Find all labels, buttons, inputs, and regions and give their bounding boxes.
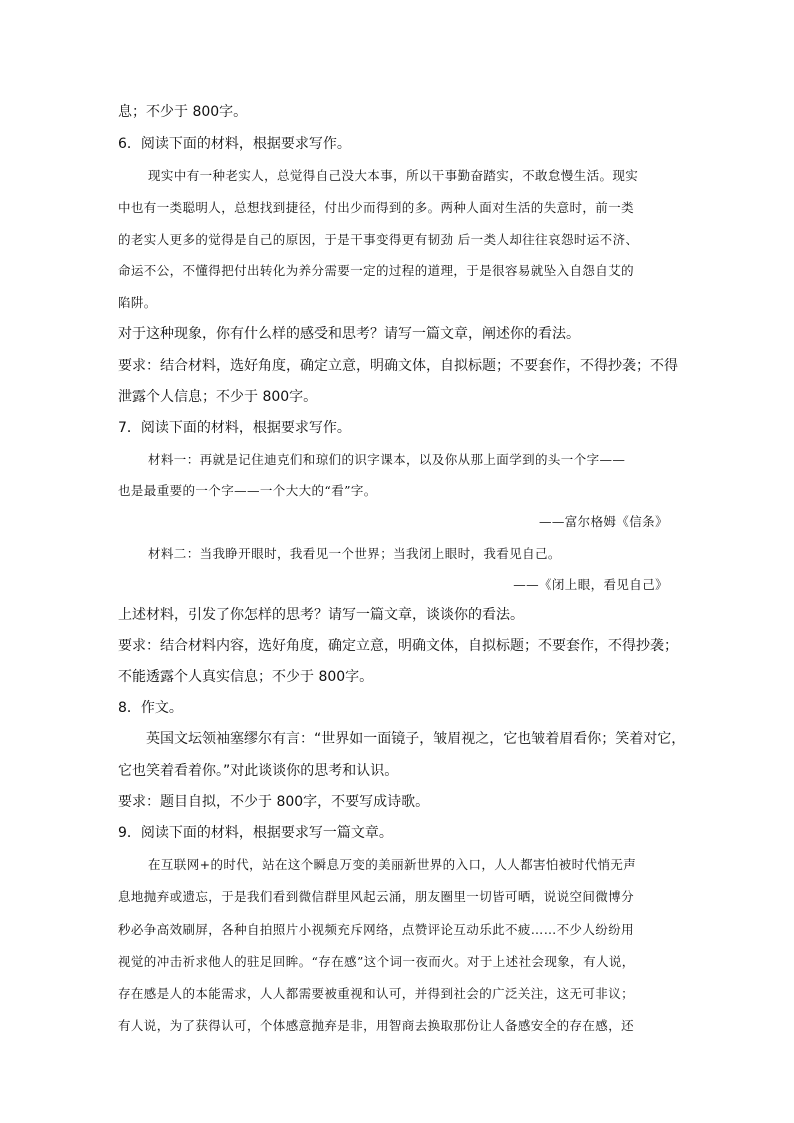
quote-line: 它也笑着看着你。”对此谈谈你的思考和认识。 xyxy=(118,763,399,779)
material-text-line: 秒必争高效刷屏，各种自拍照片小视频充斥网络，点赞评论互动乐此不疲……不少人纷纷用 xyxy=(118,922,635,937)
material-text-line: 在互联网+的时代，站在这个瞬息万变的美丽新世界的入口，人人都害怕被时代悄无声 xyxy=(148,857,637,872)
requirement-line: 不能透露个人真实信息；不少于 800字。 xyxy=(118,669,374,685)
material-one-line: 材料一：再就是记住迪克们和琼们的识字课本，以及你从那上面学到的头一个字—— xyxy=(148,452,626,467)
material-two-source: ——《闭上眼，看见自己》 xyxy=(513,577,668,592)
quote-line: 英国文坛领袖塞缪尔有言：“世界如一面镜子，皱眉视之，它也皱着眉看你；笑着对它， xyxy=(146,731,686,747)
material-two-line: 材料二：当我睁开眼时，我看见一个世界；当我闭上眼时，我看见自己。 xyxy=(148,546,561,561)
text-line: 息；不少于 800字。 xyxy=(118,104,248,120)
material-text-line: 现实中有一种老实人，总觉得自己没大本事，所以干事勤奋踏实，不敢怠慢生活。现实 xyxy=(148,168,639,183)
question-7-heading: 7．阅读下面的材料，根据要求写作。 xyxy=(118,420,351,436)
material-text-line: 有人说，为了获得认可，个体感意抛弃是非，用智商去换取那份让人备感安全的存在感，还 xyxy=(118,1018,635,1033)
material-text-line: 存在感是人的本能需求，人人都需要被重视和认可，并得到社会的广泛关注，这无可非议； xyxy=(118,986,635,1001)
requirement-line: 要求：结合材料，选好角度，确定立意，明确文体，自拟标题；不要套作，不得抄袭；不得 xyxy=(118,358,678,374)
question-8-heading: 8．作文。 xyxy=(118,700,183,716)
material-text-line: 命运不公，不懂得把付出转化为养分需要一定的过程的道理，于是很容易就坠入自怨自艾的 xyxy=(118,263,635,278)
material-one-line: 也是最重要的一个字——一个大大的“看”字。 xyxy=(118,483,377,498)
material-text-line: 陷阱。 xyxy=(118,295,157,310)
requirement-line: 要求：结合材料内容，选好角度，确定立意，明确文体，自拟标题；不要套作，不得抄袭； xyxy=(118,638,678,654)
question-6-heading: 6．阅读下面的材料，根据要求写作。 xyxy=(118,136,351,152)
material-text-line: 视觉的冲击祈求他人的驻足回眸。“存在感”这个词一夜而火。对于上述社会现象，有人说， xyxy=(118,954,635,969)
requirement-line: 要求：题目自拟，不少于 800字，不要写成诗歌。 xyxy=(118,794,430,810)
material-text-line: 的老实人更多的觉得是自己的原因，于是干事变得更有韧劲 后一类人却往往哀怨时运不济、 xyxy=(118,232,639,247)
prompt-line: 对于这种现象，你有什么样的感受和思考？请写一篇文章，阐述你的看法。 xyxy=(118,326,580,342)
material-text-line: 中也有一类聪明人，总想找到捷径，付出少而得到的多。两种人面对生活的失意时，前一类 xyxy=(118,200,635,215)
requirement-line: 泄露个人信息；不少于 800字。 xyxy=(118,389,318,405)
question-9-heading: 9．阅读下面的材料，根据要求写一篇文章。 xyxy=(118,825,393,841)
material-text-line: 息地抛弃或遗忘，于是我们看到微信群里风起云涌，朋友圈里一切皆可晒，说说空间微博分 xyxy=(118,889,635,904)
prompt-line: 上述材料，引发了你怎样的思考？请写一篇文章，谈谈你的看法。 xyxy=(118,607,524,623)
material-one-source: ——富尔格姆《信条》 xyxy=(538,514,668,529)
